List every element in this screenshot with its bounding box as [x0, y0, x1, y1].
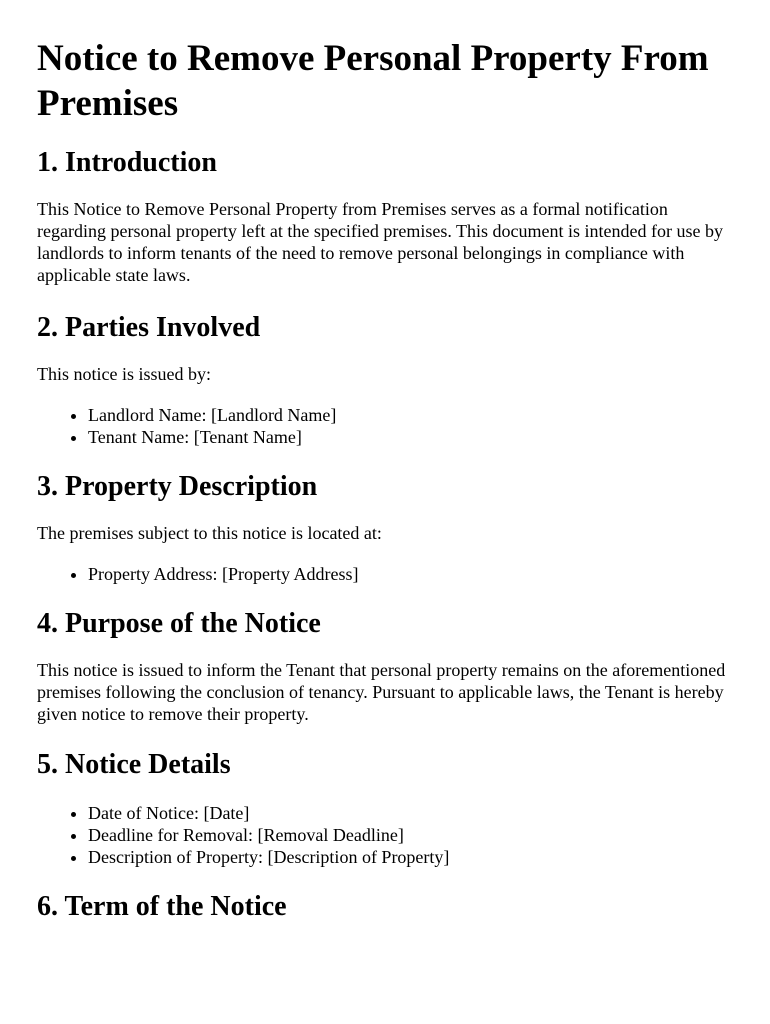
list-item-landlord-name: • Landlord Name: [Landlord Name] — [88, 404, 737, 426]
introduction-paragraph: This Notice to Remove Personal Property from Premises serves as a formal notification regarding personal property left at the specified premises. This document is intended for use by landlords to inform tenants of the need to remove personal belongings in compliance with applicable state laws. — [37, 199, 723, 285]
section-heading-parties-involved: 2. Parties Involved — [37, 312, 261, 343]
section-heading-term: 6. Term of the Notice — [37, 891, 287, 922]
purpose-paragraph: This notice is issued to inform the Tenant that personal property remains on the aforementioned premises following the conclusion of tenancy. Pursuant to applicable laws, the Tenant is hereby given notice to remove their property. — [37, 660, 726, 724]
list-item-date-of-notice: • Date of Notice: [Date] — [88, 802, 737, 824]
document-title: Notice to Remove Personal Property From Premises — [37, 38, 709, 124]
notice-details-list — [37, 802, 737, 868]
parties-list — [37, 404, 737, 448]
parties-intro-paragraph: This notice is issued by: — [37, 364, 211, 384]
property-description-paragraph: The premises subject to this notice is located at: — [37, 523, 382, 543]
list-item-removal-deadline: • Deadline for Removal: [Removal Deadline] — [88, 824, 737, 846]
document-page — [37, 0, 737, 924]
section-heading-purpose: 4. Purpose of the Notice — [37, 608, 321, 639]
property-list — [37, 563, 737, 585]
section-heading-notice-details: 5. Notice Details — [37, 749, 231, 780]
list-item-property-description: • Description of Property: [Description of Property] — [88, 846, 737, 868]
list-item-tenant-name: • Tenant Name: [Tenant Name] — [88, 426, 737, 448]
section-heading-introduction: 1. Introduction — [37, 147, 217, 178]
section-heading-property-description: 3. Property Description — [37, 471, 318, 502]
list-item-property-address: • Property Address: [Property Address] — [88, 563, 737, 585]
